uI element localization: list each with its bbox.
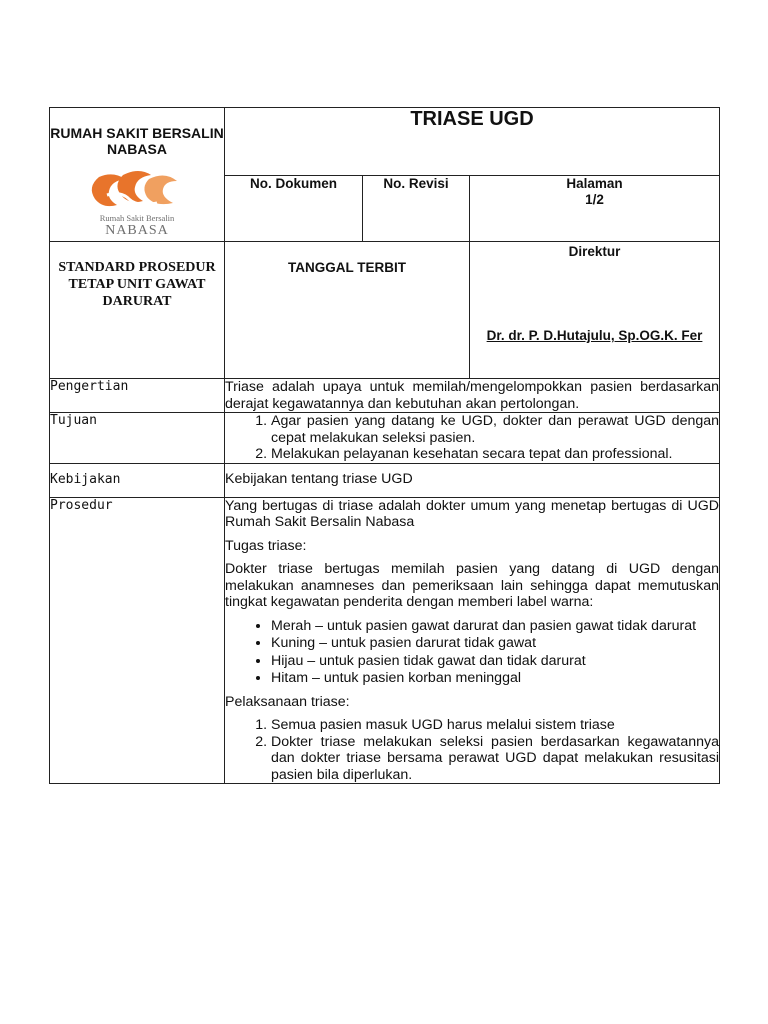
no-dokumen-cell (225, 175, 363, 241)
no-dokumen-label: No. Dokumen (249, 175, 337, 191)
logo-brand: NABASA (105, 223, 169, 237)
hospital-cell (50, 108, 225, 242)
section-kebijakan (50, 463, 720, 497)
section-label: Prosedur (50, 497, 225, 784)
section-tujuan (50, 413, 720, 464)
tanggal-terbit-label: TANGGAL TERBIT (288, 260, 406, 275)
prosedur-intro: Yang bertugas di triase adalah dokter umum yang menetap bertugas di UGD Rumah Sakit Bersalin Nabasa (225, 497, 720, 530)
section-content (225, 413, 720, 464)
section-label: Pengertian (50, 379, 225, 413)
section-prosedur (50, 497, 720, 784)
section-pengertian (50, 379, 720, 413)
director-name: Dr. dr. P. D.Hutajulu, Sp.OG.K. Fer (486, 328, 703, 343)
direktur-cell (470, 242, 720, 379)
list-item: • Hitam – untuk pasien korban meninggal (271, 670, 719, 687)
no-revisi-label: No. Revisi (383, 175, 449, 191)
list-item: 2. Dokter triase melakukan seleksi pasien berdasarkan kegawatannya dan dokter triase bersama perawat UGD dapat melakukan resusitasi pasien bila diperlukan. (271, 734, 719, 784)
tujuan-list (225, 413, 719, 463)
sop-document-table (49, 107, 720, 784)
sop-title-cell (50, 242, 225, 379)
tanggal-terbit-cell (225, 242, 470, 379)
section-content (225, 379, 720, 413)
document-title (225, 108, 720, 176)
tugas-heading: Tugas triase: (225, 537, 307, 554)
pengertian-text: Triase adalah upaya untuk memilah/mengelompokkan pasien berdasarkan derajat kegawatannya dan kebutuhan akan pertolongan. (225, 379, 720, 412)
list-item: 1. Semua pasien masuk UGD harus melalui sistem triase (271, 717, 719, 734)
sop-title: STANDARD PROSEDUR TETAP UNIT GAWAT DARURAT (58, 260, 216, 309)
list-item: • Kuning – untuk pasien darurat tidak gawat (271, 635, 719, 652)
section-content (225, 463, 720, 497)
list-item: 2. Melakukan pelayanan kesehatan secara tepat dan professional. (271, 446, 719, 463)
section-label: Tujuan (50, 413, 225, 464)
logo-caption: Rumah Sakit Bersalin (99, 213, 175, 223)
document-title-text: TRIASE UGD (410, 108, 534, 130)
list-item: 1. Agar pasien yang datang ke UGD, dokter dan perawat UGD dengan cepat melakukan seleksi pasien. (271, 413, 719, 446)
halaman-label: Halaman (566, 175, 623, 191)
section-content (225, 497, 720, 784)
label-list (225, 618, 719, 687)
hospital-logo (50, 157, 224, 237)
pelaksanaan-heading: Pelaksanaan triase: (225, 693, 350, 710)
kebijakan-text: Kebijakan tentang triase UGD (225, 470, 413, 487)
no-revisi-cell (363, 175, 470, 241)
direktur-label: Direktur (568, 244, 621, 259)
halaman-value: 1/2 (585, 191, 604, 207)
hospital-name: RUMAH SAKIT BERSALIN NABASA (50, 125, 224, 157)
list-item: • Merah – untuk pasien gawat darurat dan pasien gawat tidak darurat (271, 618, 719, 635)
halaman-cell (470, 175, 720, 241)
list-item: • Hijau – untuk pasien tidak gawat dan tidak darurat (271, 653, 719, 670)
pelaksanaan-list (225, 717, 719, 783)
nabasa-logo-icon (77, 165, 197, 237)
tugas-text: Dokter triase bertugas memilah pasien yang datang di UGD dengan melakukan anamneses dan pemeriksaan lain sehingga dapat memutuskan tingkat kegawatan penderita dengan memberi label warna: (225, 561, 720, 610)
section-label: Kebijakan (50, 463, 225, 497)
